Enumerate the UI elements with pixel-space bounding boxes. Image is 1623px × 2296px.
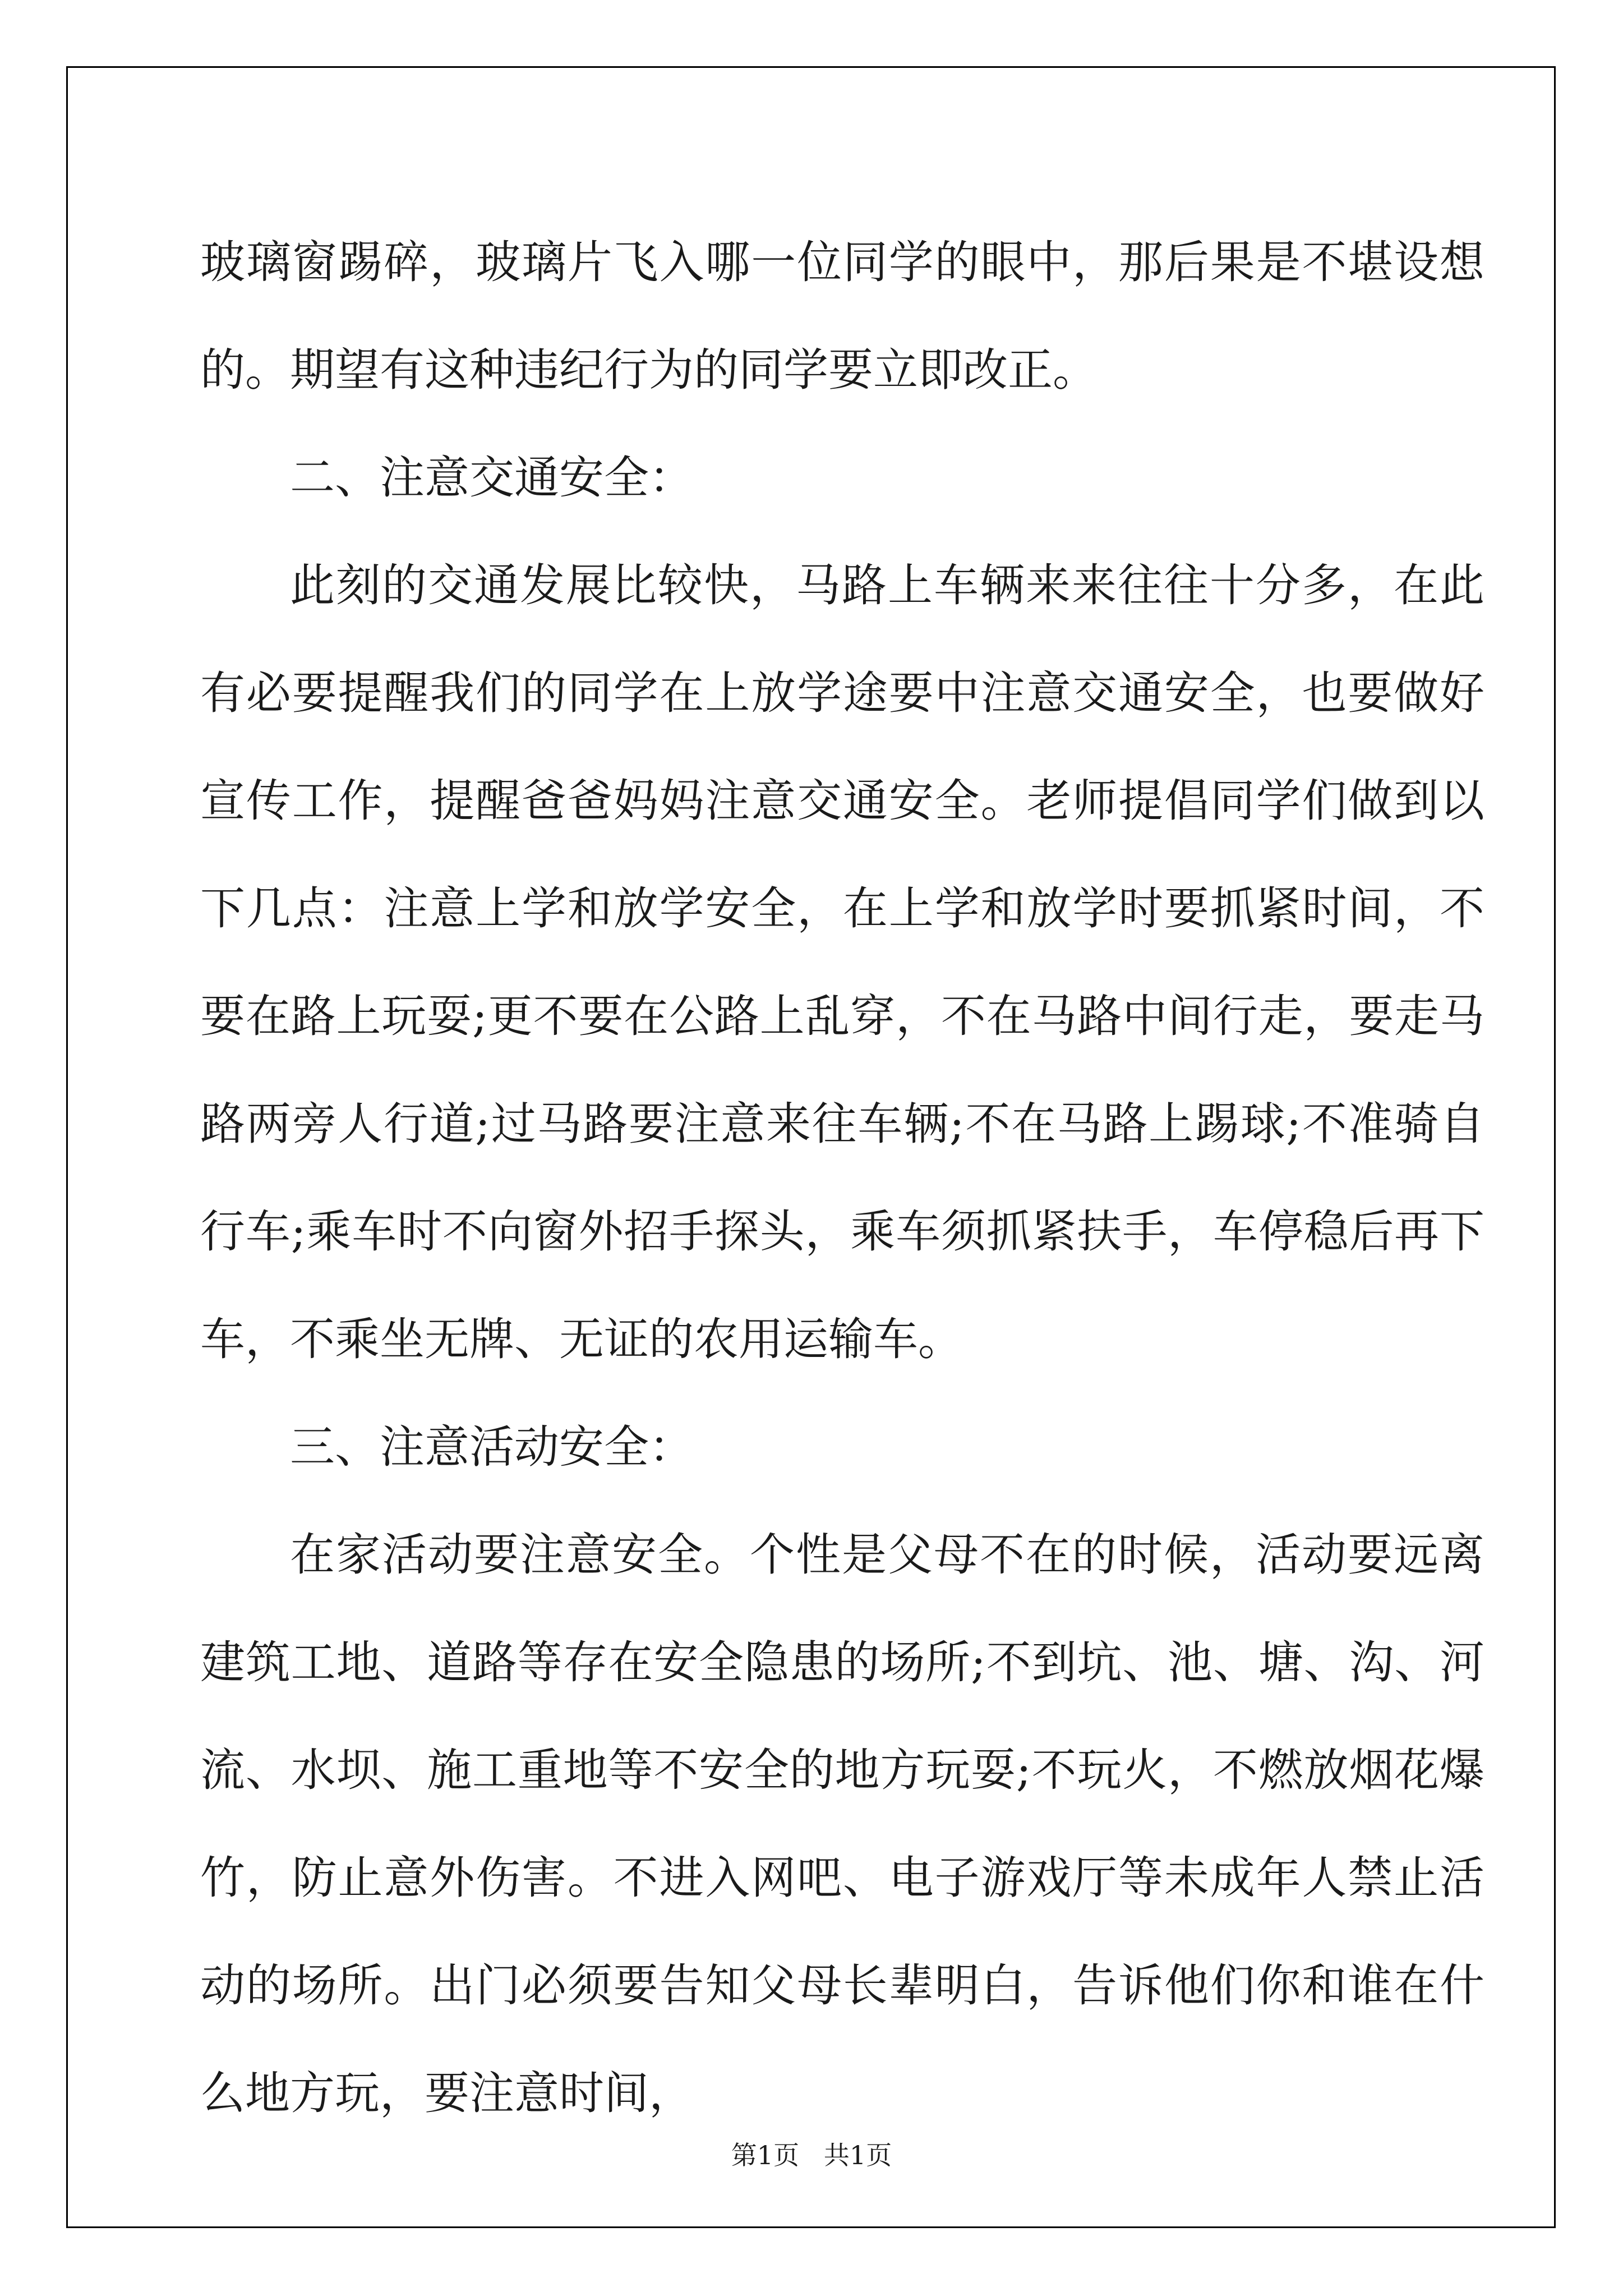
paragraph-activity-safety: 在家活动要注意安全。个性是父母不在的时候，活动要远离建筑工地、道路等存在安全隐患的场所;不到坑、池、塘、沟、河流、水坝、施工重地等不安全的地方玩耍;不玩火，不燃放烟花爆竹，防止意外伤害。不进入网吧、电子游戏厅等未成年人禁止活动的场所。出门必须要告知父母长辈明白，告诉他们你和谁在什么地方玩，要注意时间， [200,1529,1484,2119]
document-body [200,209,1484,2147]
section-heading-traffic-safety: 二、注意交通安全： [290,452,694,504]
page-number-footer: 第1页 共1页 [731,2140,892,2170]
paragraph-traffic-safety: 此刻的交通发展比较快，马路上车辆来来往往十分多，在此有必要提醒我们的同学在上放学途要中注意交通安全，也要做好宣传工作，提醒爸爸妈妈注意交通安全。老师提倡同学们做到以下几点：注意上学和放学安全，在上学和放学时要抓紧时间，不要在路上玩耍;更不要在公路上乱穿，不在马路中间行走，要走马路两旁人行道;过马路要注意来往车辆;不在马路上踢球;不准骑自行车;乘车时不向窗外招手探头，乘车须抓紧扶手，车停稳后再下车，不乘坐无牌、无证的农用运输车。 [200,559,1484,1365]
paragraph-1: 玻璃窗踢碎，玻璃片飞入哪一位同学的眼中，那后果是不堪设想的。期望有这种违纪行为的同学要立即改正。 [200,236,1484,396]
section-heading-activity-safety: 三、注意活动安全： [290,1421,694,1473]
